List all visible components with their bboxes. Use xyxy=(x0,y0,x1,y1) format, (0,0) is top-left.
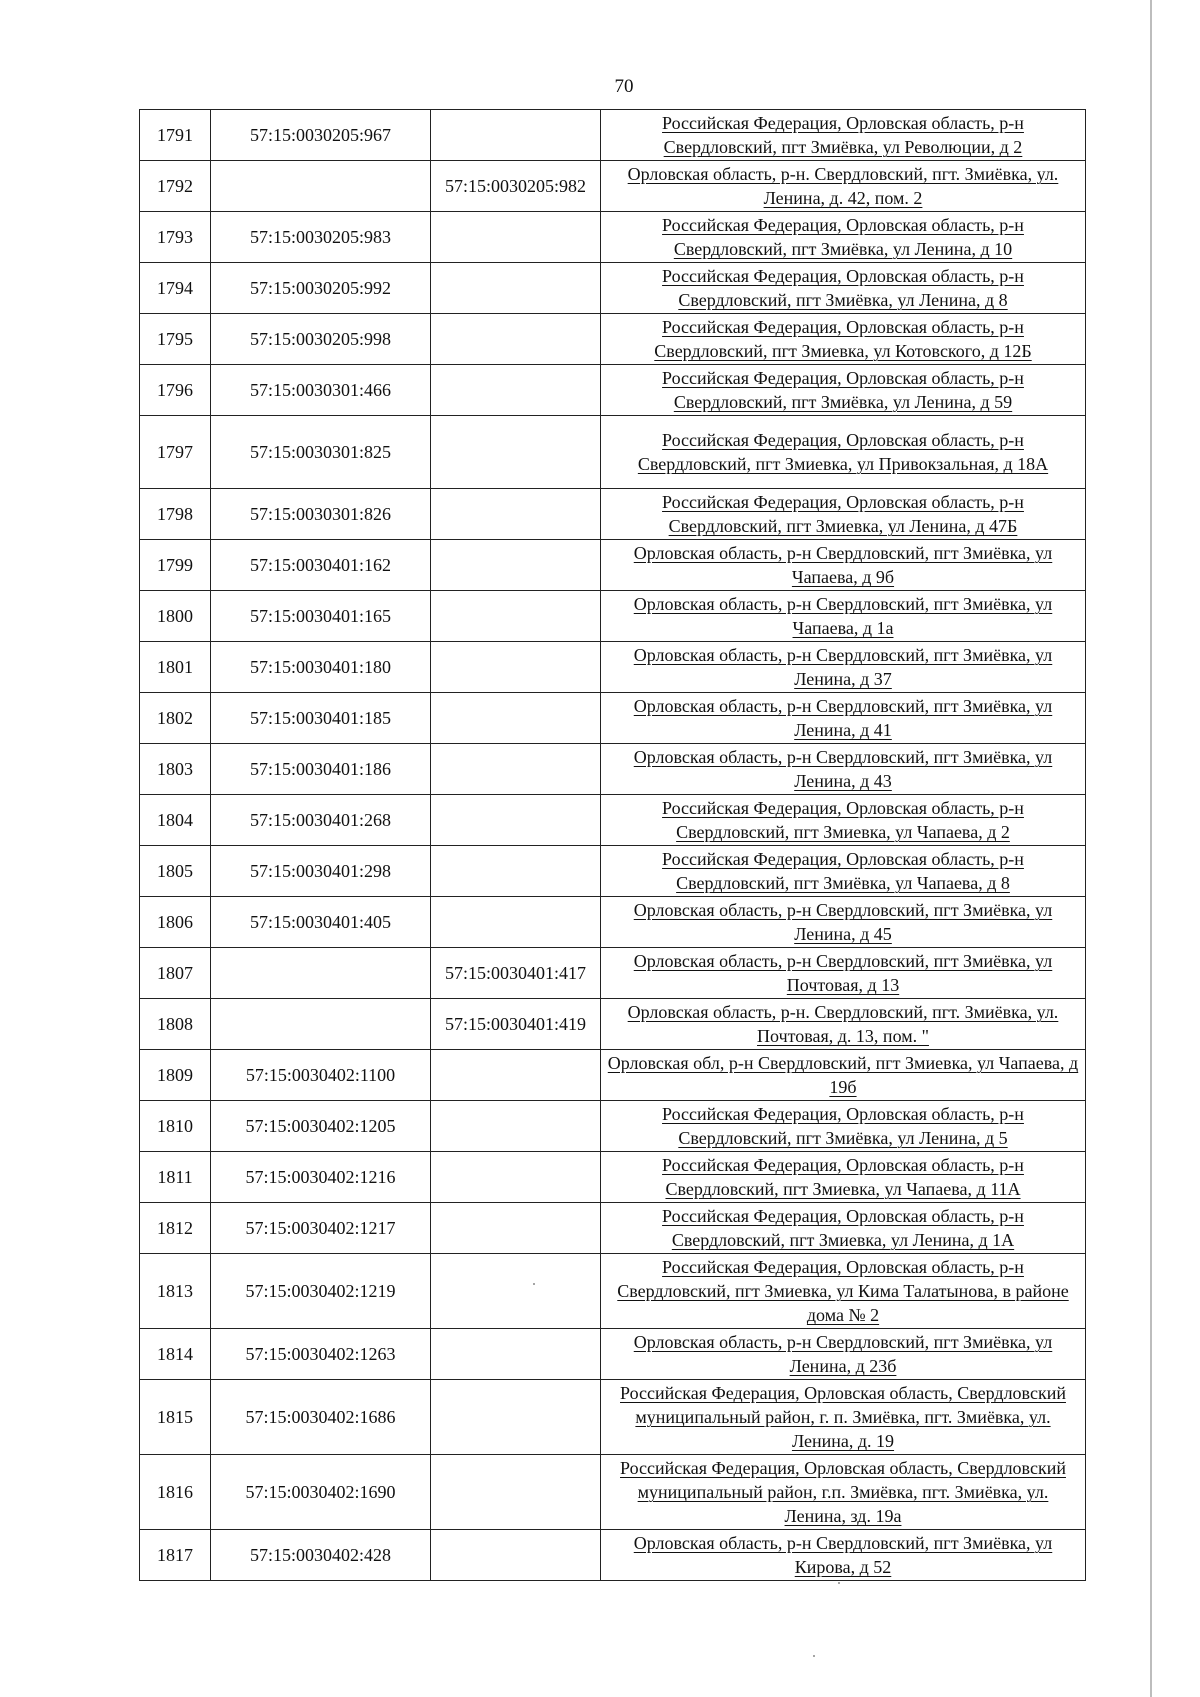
row-number-text: 1792 xyxy=(157,176,193,196)
address-text: Орловская область, р-н Свердловский, пгт Змиёвка, ул Ленина, д 23б xyxy=(633,1332,1053,1376)
address-text: Российская Федерация, Орловская область, р-н Свердловский, пгт Змиевка, ул Привокзальная, д 18А xyxy=(637,430,1049,474)
table-row xyxy=(140,110,1086,161)
cadastral-number-cell xyxy=(211,540,431,591)
address-text: Орловская область, р-н Свердловский, пгт Змиёвка, ул Почтовая, д 13 xyxy=(633,951,1053,995)
row-number-text: 1791 xyxy=(157,125,193,145)
scan-speck xyxy=(838,1582,840,1584)
cadastral-number-cell xyxy=(211,161,431,212)
address-text: Российская Федерация, Орловская область, р-н Свердловский, пгт Змиевка, ул Чапаева, д 2 xyxy=(662,798,1024,842)
row-number-cell xyxy=(140,365,211,416)
table-row xyxy=(140,1152,1086,1203)
cadastral-number-alt-cell xyxy=(431,591,601,642)
address-cell xyxy=(601,161,1086,212)
cadastral-number-text: 57:15:0030205:983 xyxy=(249,227,391,247)
cadastral-number-text: 57:15:0030205:992 xyxy=(249,278,391,298)
row-number-cell xyxy=(140,489,211,540)
cadastral-number-cell xyxy=(211,693,431,744)
cadastral-number-text: 57:15:0030401:165 xyxy=(249,606,391,626)
cadastral-number-cell xyxy=(211,846,431,897)
cadastral-number-alt-cell xyxy=(431,795,601,846)
table-row xyxy=(140,897,1086,948)
table-row xyxy=(140,744,1086,795)
row-number-cell xyxy=(140,1530,211,1581)
row-number-text: 1801 xyxy=(157,657,193,677)
row-number-cell xyxy=(140,999,211,1050)
row-number-cell xyxy=(140,416,211,489)
row-number-text: 1813 xyxy=(157,1281,193,1301)
cadastral-number-alt-cell xyxy=(431,1101,601,1152)
row-number-text: 1799 xyxy=(157,555,193,575)
cadastral-number-text: 57:15:0030402:1205 xyxy=(245,1116,396,1136)
row-number-text: 1810 xyxy=(157,1116,193,1136)
cadastral-number-cell xyxy=(211,999,431,1050)
address-cell xyxy=(601,263,1086,314)
cadastral-number-text: 57:15:0030402:1263 xyxy=(245,1344,396,1364)
cadastral-number-alt-cell xyxy=(431,1050,601,1101)
row-number-cell xyxy=(140,1050,211,1101)
cadastral-number-alt-cell xyxy=(431,1380,601,1455)
cadastral-number-alt-cell xyxy=(431,897,601,948)
address-text: Российская Федерация, Орловская область, р-н Свердловский, пгт Змиёвка, ул Ленина, д 5 xyxy=(662,1104,1024,1148)
row-number-text: 1800 xyxy=(157,606,193,626)
cadastral-number-cell xyxy=(211,263,431,314)
row-number-cell xyxy=(140,642,211,693)
cadastral-number-text: 57:15:0030205:998 xyxy=(249,329,391,349)
cadastral-number-alt-cell xyxy=(431,263,601,314)
address-text: Орловская область, р-н. Свердловский, пгт. Змиёвка, ул. Ленина, д. 42, пом. 2 xyxy=(627,164,1059,208)
address-cell xyxy=(601,693,1086,744)
cadastral-number-text: 57:15:0030401:162 xyxy=(249,555,391,575)
cadastral-number-cell xyxy=(211,212,431,263)
table-row xyxy=(140,948,1086,999)
row-number-cell xyxy=(140,1455,211,1530)
cadastral-number-text: 57:15:0030402:1219 xyxy=(245,1281,396,1301)
cadastral-number-alt-cell xyxy=(431,1455,601,1530)
scan-edge-line xyxy=(1150,0,1152,1697)
cadastral-number-text: 57:15:0030301:825 xyxy=(249,442,391,462)
cadastral-number-text: 57:15:0030402:1217 xyxy=(245,1218,396,1238)
address-text: Российская Федерация, Орловская область, р-н Свердловский, пгт Змиёвка, ул Чапаева, д 8 xyxy=(662,849,1024,893)
address-text: Орловская обл, р-н Свердловский, пгт Змиевка, ул Чапаева, д 19б xyxy=(607,1053,1079,1097)
address-cell xyxy=(601,948,1086,999)
table-row xyxy=(140,591,1086,642)
address-cell xyxy=(601,365,1086,416)
address-cell xyxy=(601,212,1086,263)
row-number-text: 1805 xyxy=(157,861,193,881)
cadastral-number-text: 57:15:0030402:1100 xyxy=(245,1065,396,1085)
row-number-text: 1807 xyxy=(157,963,193,983)
row-number-cell xyxy=(140,1152,211,1203)
cadastral-number-cell xyxy=(211,110,431,161)
cadastral-number-cell xyxy=(211,1329,431,1380)
cadastral-number-alt-cell xyxy=(431,999,601,1050)
row-number-cell xyxy=(140,897,211,948)
table-row xyxy=(140,365,1086,416)
address-cell xyxy=(601,1455,1086,1530)
row-number-text: 1798 xyxy=(157,504,193,524)
cadastral-number-text: 57:15:0030402:1686 xyxy=(245,1407,396,1427)
address-cell xyxy=(601,1203,1086,1254)
address-cell xyxy=(601,642,1086,693)
table-row xyxy=(140,693,1086,744)
cadastral-number-cell xyxy=(211,416,431,489)
address-cell xyxy=(601,1329,1086,1380)
cadastral-number-cell xyxy=(211,489,431,540)
row-number-cell xyxy=(140,744,211,795)
address-text: Российская Федерация, Орловская область, р-н Свердловский, пгт Змиевка, ул Ленина, д 47Б xyxy=(662,492,1024,536)
cadastral-number-alt-cell xyxy=(431,161,601,212)
cadastral-number-alt-cell xyxy=(431,642,601,693)
row-number-text: 1811 xyxy=(157,1167,193,1187)
row-number-cell xyxy=(140,263,211,314)
row-number-text: 1803 xyxy=(157,759,193,779)
row-number-cell xyxy=(140,540,211,591)
row-number-cell xyxy=(140,1203,211,1254)
table-row xyxy=(140,642,1086,693)
address-text: Российская Федерация, Орловская область, р-н Свердловский, пгт Змиевка, ул Кима Талатынова, в районе дома № 2 xyxy=(617,1257,1069,1325)
table-row xyxy=(140,263,1086,314)
cadastral-number-alt-cell xyxy=(431,365,601,416)
cadastral-number-cell xyxy=(211,795,431,846)
table-row xyxy=(140,1101,1086,1152)
address-cell xyxy=(601,416,1086,489)
cadastral-number-cell xyxy=(211,314,431,365)
address-cell xyxy=(601,897,1086,948)
cadastral-number-cell xyxy=(211,1203,431,1254)
row-number-cell xyxy=(140,693,211,744)
cadastral-number-cell xyxy=(211,642,431,693)
cadastral-number-alt-cell xyxy=(431,1530,601,1581)
cadastral-number-text: 57:15:0030401:268 xyxy=(249,810,391,830)
row-number-cell xyxy=(140,110,211,161)
address-text: Орловская область, р-н Свердловский, пгт Змиёвка, ул Ленина, д 41 xyxy=(633,696,1053,740)
cadastral-number-text: 57:15:0030402:1216 xyxy=(245,1167,396,1187)
row-number-cell xyxy=(140,161,211,212)
cadastral-number-cell xyxy=(211,1254,431,1329)
cadastral-number-cell xyxy=(211,1380,431,1455)
address-text: Орловская область, р-н Свердловский, пгт Змиёвка, ул Ленина, д 45 xyxy=(633,900,1053,944)
address-text: Российская Федерация, Орловская область, р-н Свердловский, пгт Змиёвка, ул Революции, д 2 xyxy=(662,113,1024,157)
cadastral-number-alt-text: 57:15:0030401:419 xyxy=(444,1014,586,1034)
table-row xyxy=(140,416,1086,489)
address-text: Орловская область, р-н Свердловский, пгт Змиёвка, ул Ленина, д 43 xyxy=(633,747,1053,791)
cadastral-number-cell xyxy=(211,1101,431,1152)
address-text: Российская Федерация, Орловская область, р-н Свердловский, пгт Змиевка, ул Котовского, д 12Б xyxy=(654,317,1032,361)
cadastral-number-cell xyxy=(211,1050,431,1101)
row-number-text: 1814 xyxy=(157,1344,193,1364)
cadastral-number-alt-cell xyxy=(431,110,601,161)
cadastral-number-alt-cell xyxy=(431,1203,601,1254)
cadastral-number-text: 57:15:0030401:298 xyxy=(249,861,391,881)
row-number-cell xyxy=(140,1101,211,1152)
table-row xyxy=(140,161,1086,212)
address-text: Российская Федерация, Орловская область, р-н Свердловский, пгт Змиёвка, ул Ленина, д 8 xyxy=(662,266,1024,310)
address-text: Российская Федерация, Орловская область, р-н Свердловский, пгт Змиевка, ул Чапаева, д 11А xyxy=(662,1155,1024,1199)
cadastral-number-cell xyxy=(211,948,431,999)
row-number-text: 1812 xyxy=(157,1218,193,1238)
row-number-text: 1796 xyxy=(157,380,193,400)
address-text: Орловская область, р-н Свердловский, пгт Змиёвка, ул Чапаева, д 1а xyxy=(633,594,1053,638)
table-row xyxy=(140,489,1086,540)
cadastral-number-text: 57:15:0030301:466 xyxy=(249,380,391,400)
address-text: Орловская область, р-н Свердловский, пгт Змиёвка, ул Чапаева, д 9б xyxy=(633,543,1053,587)
cadastral-number-text: 57:15:0030401:405 xyxy=(249,912,391,932)
address-cell xyxy=(601,999,1086,1050)
cadastral-number-cell xyxy=(211,744,431,795)
address-cell xyxy=(601,1530,1086,1581)
row-number-text: 1797 xyxy=(157,442,193,462)
cadastral-number-alt-text: 57:15:0030205:982 xyxy=(444,176,586,196)
row-number-text: 1816 xyxy=(157,1482,193,1502)
address-cell xyxy=(601,1101,1086,1152)
cadastral-number-cell xyxy=(211,1455,431,1530)
cadastral-number-alt-cell xyxy=(431,540,601,591)
cadastral-table xyxy=(139,109,1086,1581)
table-row xyxy=(140,212,1086,263)
address-cell xyxy=(601,1254,1086,1329)
table-row xyxy=(140,1254,1086,1329)
row-number-text: 1809 xyxy=(157,1065,193,1085)
row-number-text: 1793 xyxy=(157,227,193,247)
row-number-text: 1795 xyxy=(157,329,193,349)
cadastral-number-text: 57:15:0030205:967 xyxy=(249,125,391,145)
table-row xyxy=(140,1530,1086,1581)
address-cell xyxy=(601,1380,1086,1455)
cadastral-number-text: 57:15:0030402:1690 xyxy=(245,1482,396,1502)
row-number-text: 1808 xyxy=(157,1014,193,1034)
table-row xyxy=(140,314,1086,365)
address-cell xyxy=(601,314,1086,365)
row-number-cell xyxy=(140,948,211,999)
address-text: Орловская область, р-н Свердловский, пгт Змиёвка, ул Ленина, д 37 xyxy=(633,645,1053,689)
cadastral-number-text: 57:15:0030402:428 xyxy=(249,1545,391,1565)
table-row xyxy=(140,1455,1086,1530)
table-row xyxy=(140,1380,1086,1455)
address-text: Российская Федерация, Орловская область, Свердловский муниципальный район, г.п. Змиёвка, пгт. Змиёвка, ул. Ленина, зд. 19а xyxy=(620,1458,1066,1526)
table-row xyxy=(140,846,1086,897)
table-row xyxy=(140,1050,1086,1101)
address-cell xyxy=(601,1152,1086,1203)
table-row xyxy=(140,999,1086,1050)
row-number-cell xyxy=(140,1380,211,1455)
address-text: Орловская область, р-н Свердловский, пгт Змиёвка, ул Кирова, д 52 xyxy=(633,1533,1053,1577)
cadastral-number-alt-cell xyxy=(431,416,601,489)
cadastral-number-alt-cell xyxy=(431,948,601,999)
cadastral-number-cell xyxy=(211,591,431,642)
page-number: 70 xyxy=(614,76,634,97)
row-number-text: 1794 xyxy=(157,278,193,298)
cadastral-number-alt-text: 57:15:0030401:417 xyxy=(444,963,586,983)
row-number-cell xyxy=(140,314,211,365)
row-number-cell xyxy=(140,1254,211,1329)
row-number-cell xyxy=(140,1329,211,1380)
row-number-text: 1804 xyxy=(157,810,193,830)
cadastral-number-alt-cell xyxy=(431,489,601,540)
address-text: Российская Федерация, Орловская область, Свердловский муниципальный район, г. п. Змиёвка, пгт. Змиёвка, ул. Ленина, д. 19 xyxy=(620,1383,1066,1451)
address-cell xyxy=(601,846,1086,897)
scan-speck xyxy=(813,1655,815,1657)
table-row xyxy=(140,795,1086,846)
address-text: Российская Федерация, Орловская область, р-н Свердловский, пгт Змиёвка, ул Ленина, д 59 xyxy=(662,368,1024,412)
address-text: Орловская область, р-н. Свердловский, пгт. Змиёвка, ул. Почтовая, д. 13, пом. " xyxy=(627,1002,1059,1046)
row-number-text: 1806 xyxy=(157,912,193,932)
cadastral-number-cell xyxy=(211,897,431,948)
address-cell xyxy=(601,591,1086,642)
cadastral-number-alt-cell xyxy=(431,1152,601,1203)
cadastral-number-text: 57:15:0030401:185 xyxy=(249,708,391,728)
table-body xyxy=(140,110,1086,1581)
cadastral-number-text: 57:15:0030401:186 xyxy=(249,759,391,779)
address-cell xyxy=(601,489,1086,540)
address-cell xyxy=(601,1050,1086,1101)
cadastral-number-cell xyxy=(211,1530,431,1581)
cadastral-number-alt-cell xyxy=(431,212,601,263)
address-cell xyxy=(601,110,1086,161)
table-row xyxy=(140,1203,1086,1254)
table-row xyxy=(140,1329,1086,1380)
row-number-cell xyxy=(140,846,211,897)
scan-speck xyxy=(533,1283,535,1285)
row-number-text: 1815 xyxy=(157,1407,193,1427)
row-number-cell xyxy=(140,795,211,846)
cadastral-number-alt-cell xyxy=(431,1254,601,1329)
address-cell xyxy=(601,744,1086,795)
cadastral-number-cell xyxy=(211,365,431,416)
address-cell xyxy=(601,540,1086,591)
cadastral-number-alt-cell xyxy=(431,693,601,744)
address-text: Российская Федерация, Орловская область, р-н Свердловский, пгт Змиёвка, ул Ленина, д 10 xyxy=(662,215,1024,259)
row-number-cell xyxy=(140,591,211,642)
row-number-cell xyxy=(140,212,211,263)
cadastral-number-alt-cell xyxy=(431,744,601,795)
cadastral-number-alt-cell xyxy=(431,1329,601,1380)
cadastral-number-text: 57:15:0030301:826 xyxy=(249,504,391,524)
address-text: Российская Федерация, Орловская область, р-н Свердловский, пгт Змиевка, ул Ленина, д 1А xyxy=(662,1206,1024,1250)
row-number-text: 1802 xyxy=(157,708,193,728)
cadastral-number-alt-cell xyxy=(431,846,601,897)
row-number-text: 1817 xyxy=(157,1545,193,1565)
cadastral-number-alt-cell xyxy=(431,314,601,365)
table-row xyxy=(140,540,1086,591)
address-cell xyxy=(601,795,1086,846)
cadastral-number-cell xyxy=(211,1152,431,1203)
cadastral-number-text: 57:15:0030401:180 xyxy=(249,657,391,677)
